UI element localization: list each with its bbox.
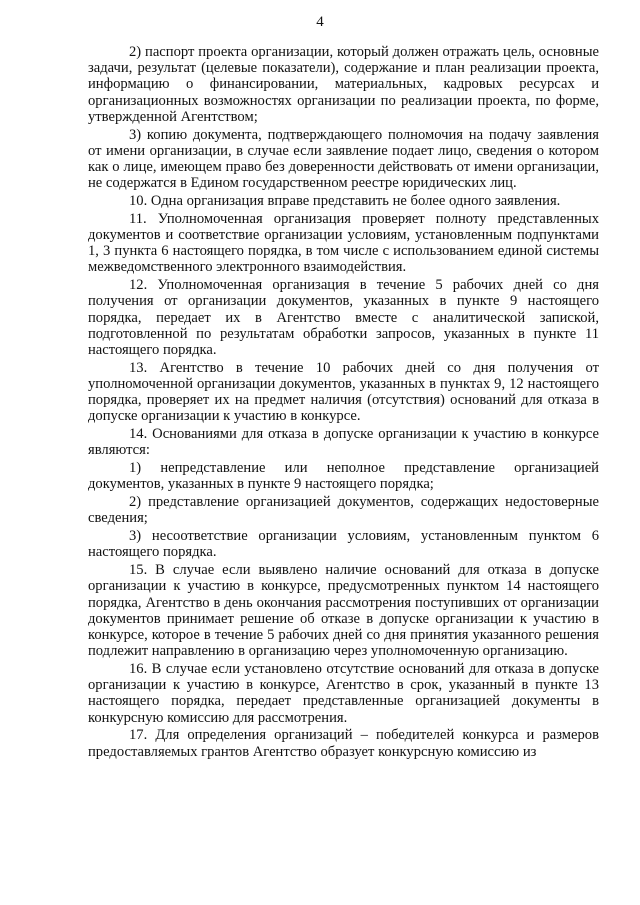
document-body — [88, 44, 599, 761]
page-number: 4 — [316, 14, 324, 30]
paragraph-12: 12. Уполномоченная организация в течение 5 рабочих дней со дня получения от организации документов, указанных в пункте 9 настоящего порядка, передает их в Агентство вместе с аналитической запиской, подготовленной по результатам обработки запросов, указанных в пункте 11 настоящего порядка. — [88, 277, 599, 359]
paragraph-item-3-authority-copy: 3) копию документа, подтверждающего полномочия на подачу заявления от имени организации, в случае если заявление подает лицо, сведения о котором как о лице, имеющем право без доверенности действовать от имени организации, не содержатся в Едином государственном реестре юридических лиц. — [88, 126, 599, 192]
paragraph-item-2-passport: 2) паспорт проекта организации, который должен отражать цель, основные задачи, результат (целевые показатели), содержание и план реализации проекта, информацию о финансировании, материальных, кадровых ресурсах и организационных возможностях организации по реализации проекта, по форме, утвержденной Агентством; — [88, 44, 599, 125]
paragraph-16: 16. В случае если установлено отсутствие оснований для отказа в допуске организации к участию в конкурсе, Агентство в срок, указанный в пункте 13 настоящего порядка, передает представленные организацией документы в конкурсную комиссию для рассмотрения. — [88, 661, 599, 726]
paragraph-13: 13. Агентство в течение 10 рабочих дней со дня получения от уполномоченной организации документов, указанных в пунктах 9, 12 настоящего порядка, проверяет их на предмет наличия (отсутствия) оснований для отказа в допуске организации к участию в конкурсе. — [88, 359, 599, 425]
paragraph-14-item-2: 2) представление организацией документов, содержащих недостоверные сведения; — [88, 494, 599, 527]
paragraph-14: 14. Основаниями для отказа в допуске организации к участию в конкурсе являются: — [88, 426, 599, 459]
paragraph-14-item-1: 1) непредставление или неполное представление организацией документов, указанных в пункте 9 настоящего порядка; — [88, 460, 599, 493]
paragraph-10: 10. Одна организация вправе представить не более одного заявления. — [129, 193, 561, 210]
paragraph-17: 17. Для определения организаций – победителей конкурса и размеров предоставляемых грантов Агентство образует конкурсную комиссию из — [88, 727, 599, 760]
paragraph-11: 11. Уполномоченная организация проверяет полноту представленных документов и соответствие организации условиям, установленным подпунктами 1, 3 пункта 6 настоящего порядка, в том числе с использованием единой системы межведомственного электронного взаимодействия. — [88, 210, 599, 276]
paragraph-15: 15. В случае если выявлено наличие оснований для отказа в допуске организации к участию в конкурсе, предусмотренных пунктом 14 настоящего порядка, Агентство в день окончания рассмотрения поступивших от организации документов принимает решение об отказе в допуске организации к участию в конкурсе, которое в течение 5 рабочих дней со дня принятия указанного решения подлежит направлению в организацию через уполномоченную организацию. — [88, 562, 599, 660]
paragraph-14-item-3: 3) несоответствие организации условиям, установленным пунктом 6 настоящего порядка. — [88, 528, 599, 561]
